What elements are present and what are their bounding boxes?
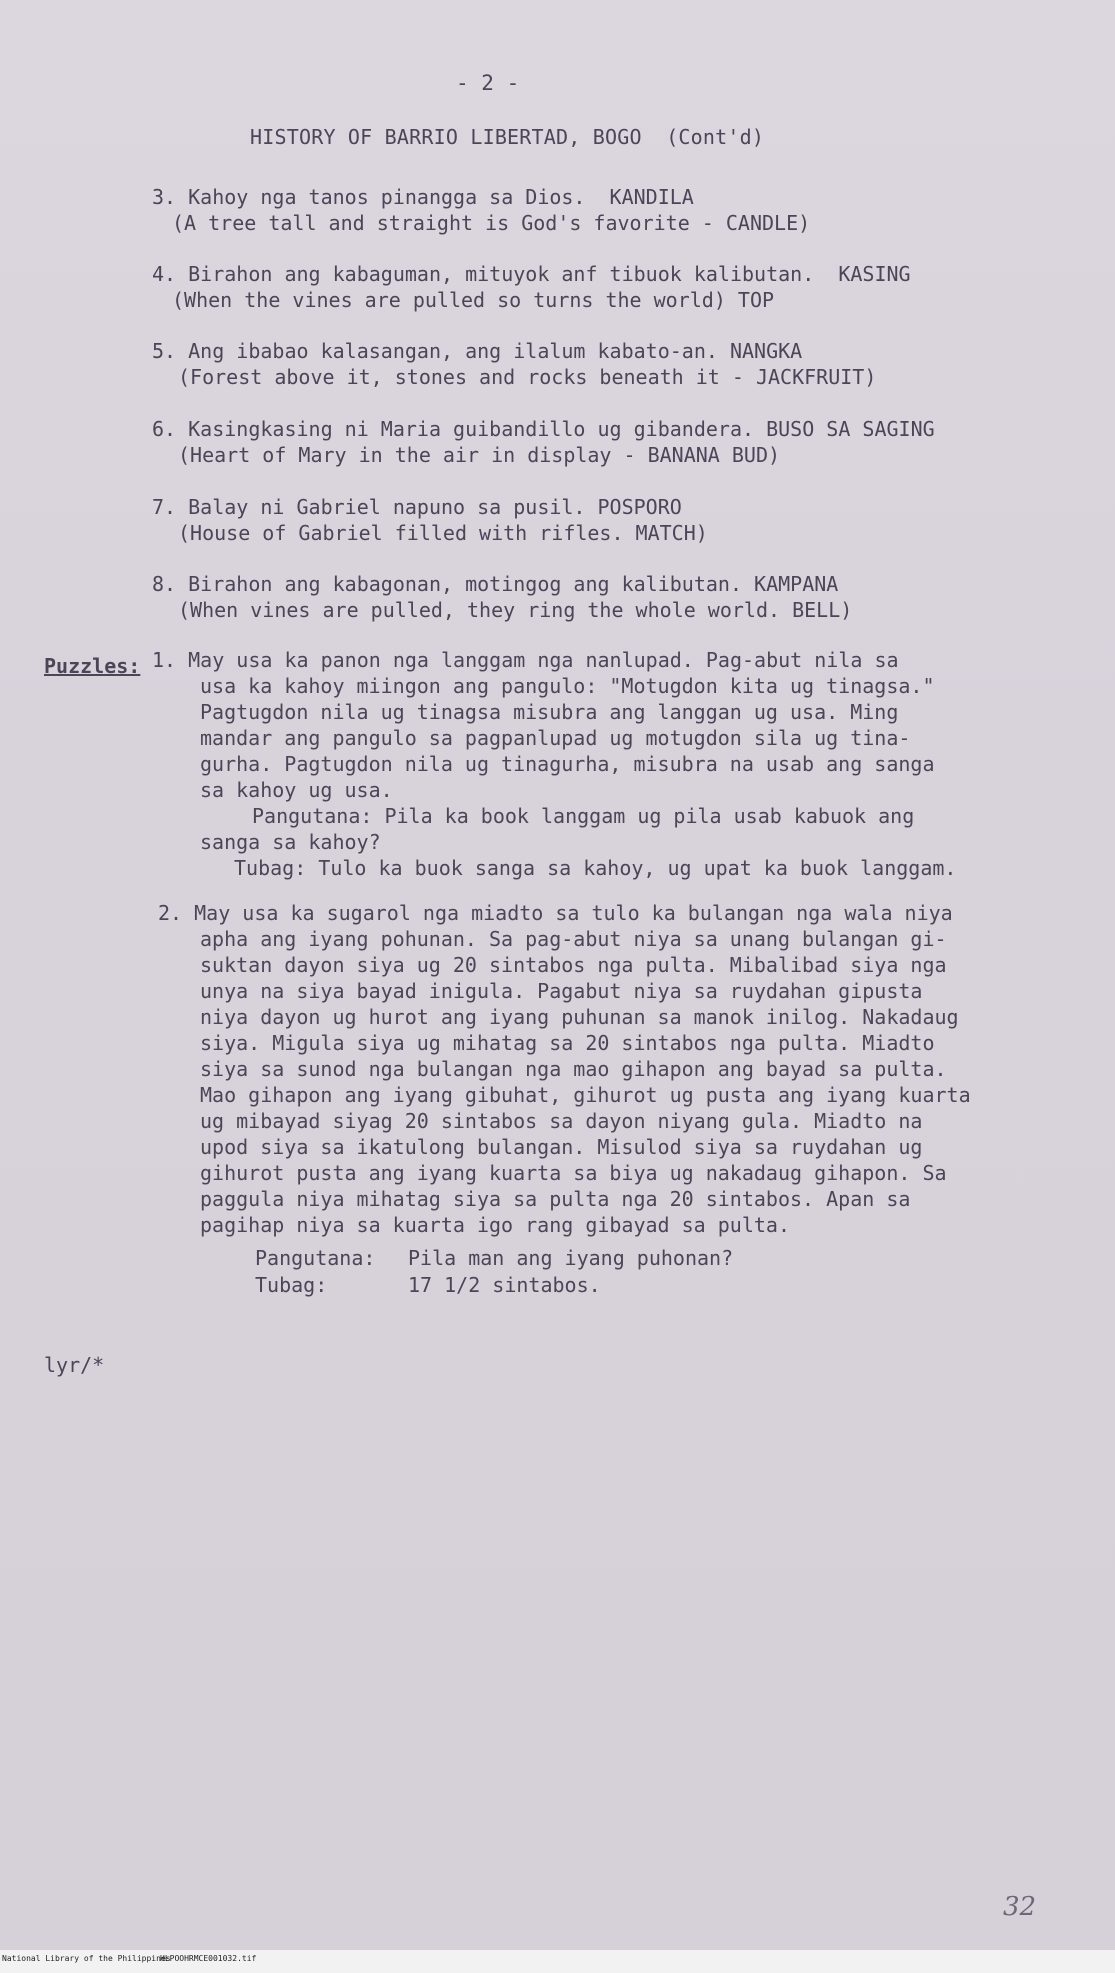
puzzle-line: pagihap niya sa kuarta igo rang gibayad sa pulta. <box>200 1213 791 1237</box>
puzzle-line: gihurot pusta ang iyang kuarta sa biya ug nakadaug gihapon. Sa <box>200 1161 947 1185</box>
puzzle-line: 1. May usa ka panon nga langgam nga nanlupad. Pag-abut nila sa <box>152 648 899 672</box>
scan-footer <box>0 1950 1115 1973</box>
riddle-translation: (Heart of Mary in the air in display - BANANA BUD) <box>178 443 781 467</box>
riddle-4 <box>152 261 911 313</box>
puzzle-2-question-label: Pangutana: <box>255 1246 376 1270</box>
riddle-text: 3. Kahoy nga tanos pinangga sa Dios. KANDILA <box>152 185 694 209</box>
puzzle-line: 2. May usa ka sugarol nga miadto sa tulo ka bulangan nga wala niya <box>158 901 953 925</box>
puzzle-line: Pagtugdon nila ug tinagsa misubra ang langgan ug usa. Ming <box>200 700 899 724</box>
riddle-translation: (House of Gabriel filled with rifles. MATCH) <box>178 521 708 545</box>
puzzle-line: apha ang iyang pohunan. Sa pag-abut niya sa unang bulangan gi- <box>200 927 947 951</box>
riddle-3 <box>152 184 810 236</box>
riddle-text: 4. Birahon ang kabaguman, mituyok anf tibuok kalibutan. KASING <box>152 262 911 286</box>
puzzle-line: siya sa sunod nga bulangan nga mao gihapon ang bayad sa pulta. <box>200 1057 947 1081</box>
file-name: HLPOOHRMCE001032.tif <box>160 1954 257 1963</box>
puzzle-line: siya. Migula siya ug mihatag sa 20 sintabos nga pulta. Miadto <box>200 1031 935 1055</box>
puzzle-2-question: Pila man ang iyang puhonan? <box>408 1246 734 1270</box>
puzzle-line: mandar ang pangulo sa pagpanlupad ug motugdon sila ug tina- <box>200 726 911 750</box>
puzzle-line: unya na siya bayad inigula. Pagabut niya sa ruydahan gipusta <box>200 979 923 1003</box>
puzzle-answer: Tubag: Tulo ka buok sanga sa kahoy, ug upat ka buok langgam. <box>234 856 957 880</box>
riddle-text: 6. Kasingkasing ni Maria guibandillo ug gibandera. BUSO SA SAGING <box>152 417 935 441</box>
puzzle-line: gurha. Pagtugdon nila ug tinagurha, misubra na usab ang sanga <box>200 752 935 776</box>
puzzle-line: usa ka kahoy miingon ang pangulo: "Motugdon kita ug tinagsa." <box>200 674 935 698</box>
riddle-7 <box>152 494 708 546</box>
riddle-translation: (When vines are pulled, they ring the whole world. BELL) <box>178 598 853 622</box>
puzzle-2-answer-label: Tubag: <box>255 1273 328 1297</box>
puzzle-line: paggula niya mihatag siya sa pulta nga 20 sintabos. Apan sa <box>200 1187 911 1211</box>
puzzle-line: Mao gihapon ang iyang gibuhat, gihurot ug pusta ang iyang kuarta <box>200 1083 971 1107</box>
document-title: HISTORY OF BARRIO LIBERTAD, BOGO (Cont'd) <box>250 125 765 149</box>
riddle-translation: (A tree tall and straight is God's favorite - CANDLE) <box>172 211 811 235</box>
puzzle-line: niya dayon ug hurot ang iyang puhunan sa manok inilog. Nakadaug <box>200 1005 959 1029</box>
riddle-text: 7. Balay ni Gabriel napuno sa pusil. POSPORO <box>152 495 682 519</box>
riddle-translation: (Forest above it, stones and rocks beneath it - JACKFRUIT) <box>178 365 877 389</box>
puzzle-line: upod siya sa ikatulong bulangan. Misulod siya sa ruydahan ug <box>200 1135 923 1159</box>
puzzle-line: suktan dayon siya ug 20 sintabos nga pulta. Mibalibad siya nga <box>200 953 947 977</box>
riddle-text: 8. Birahon ang kabagonan, motingog ang kalibutan. KAMPANA <box>152 572 839 596</box>
puzzle-line: sa kahoy ug usa. <box>200 778 393 802</box>
riddle-translation: (When the vines are pulled so turns the world) TOP <box>172 288 775 312</box>
riddle-8 <box>152 571 852 623</box>
puzzle-question: sanga sa kahoy? <box>200 830 381 854</box>
riddle-6 <box>152 416 935 468</box>
puzzle-line: ug mibayad siyag 20 sintabos sa dayon niyang gula. Miadto na <box>200 1109 923 1133</box>
page-number: - 2 - <box>456 71 520 95</box>
puzzles-heading: Puzzles: <box>44 654 141 678</box>
riddle-5 <box>152 338 876 390</box>
typist-initials: lyr/* <box>44 1353 105 1377</box>
puzzle-2 <box>158 900 971 1238</box>
puzzle-1 <box>152 647 956 881</box>
archive-name: National Library of the Philippines <box>2 1954 171 1963</box>
puzzle-question: Pangutana: Pila ka book langgam ug pila usab kabuok ang <box>252 804 915 828</box>
riddle-text: 5. Ang ibabao kalasangan, ang ilalum kabato-an. NANGKA <box>152 339 803 363</box>
handwritten-page-number: 32 <box>1003 1892 1037 1922</box>
puzzle-2-answer: 17 1/2 sintabos. <box>408 1273 601 1297</box>
